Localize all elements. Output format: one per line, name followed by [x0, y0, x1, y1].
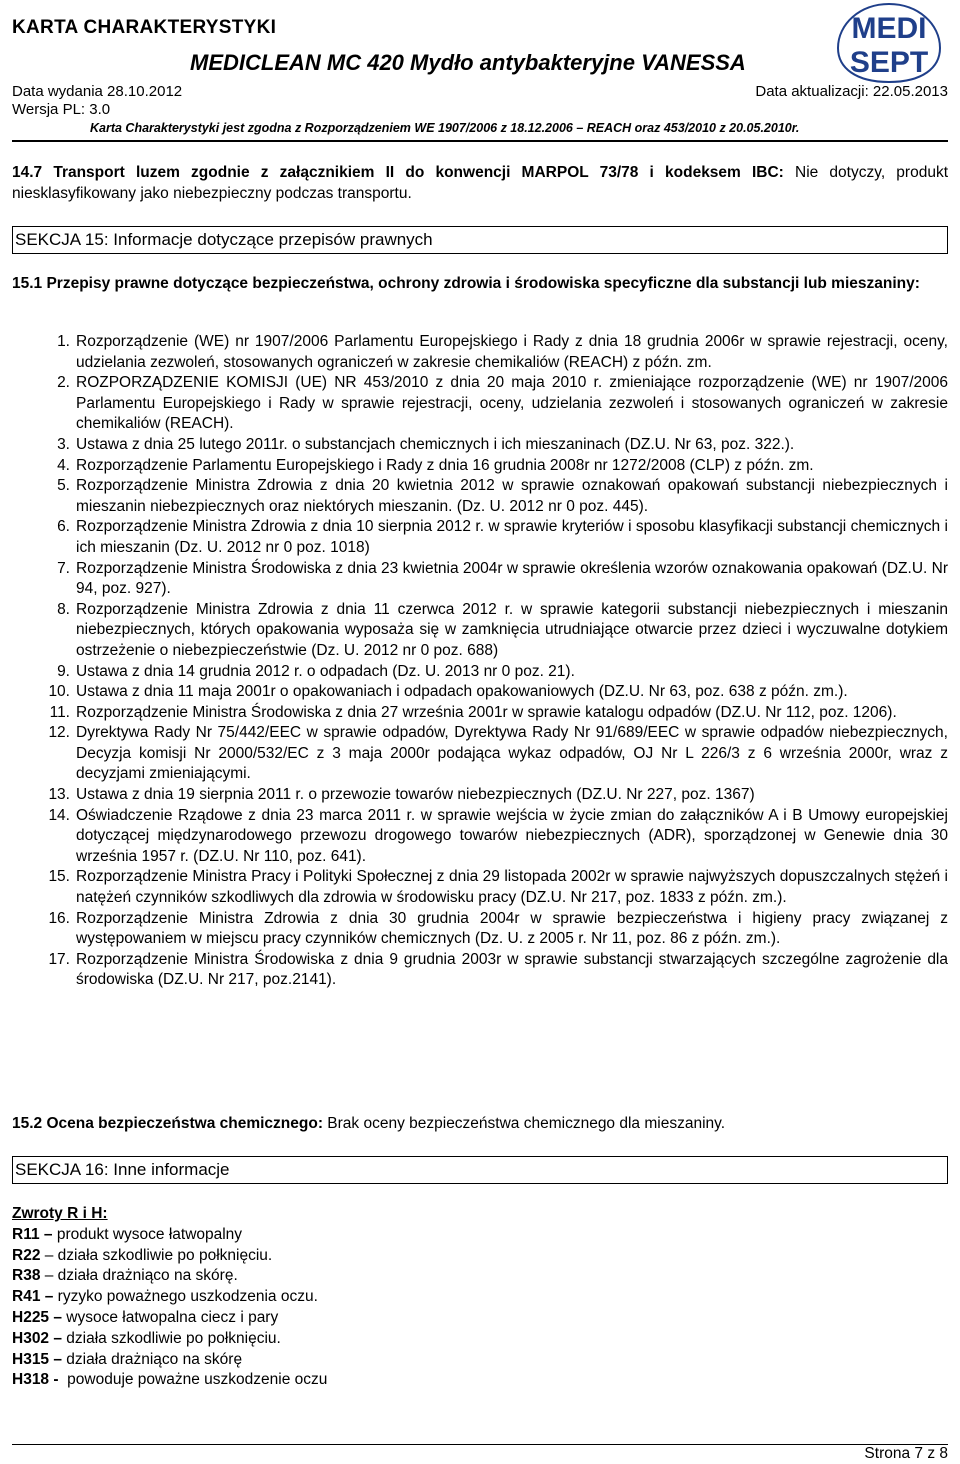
page-number: Strona 7 z 8: [864, 1445, 948, 1462]
regulation-text: Rozporządzenie Ministra Zdrowia z dnia 10 sierpnia 2012 r. w sprawie kryteriów i sposobu klasyfikacji substancji chemicznych i ich mieszanin (Dz. U. 2012 nr 0 poz. 1018): [76, 518, 948, 556]
header-divider: [12, 140, 948, 142]
version: Wersja PL: 3.0: [12, 101, 111, 118]
regulation-item: [12, 950, 948, 991]
product-name: MEDICLEAN MC 420 Mydło antybakteryjne VANESSA: [190, 50, 746, 75]
phrase-code: H225 –: [12, 1308, 62, 1326]
regulation-text: Rozporządzenie Ministra Środowiska z dnia 23 kwietnia 2004r w sprawie określenia wzorów oznakowania opakowań (DZ.U. Nr 94, poz. 927).: [76, 559, 948, 598]
logo-text-sept: SEPT: [849, 46, 929, 79]
regulation-number: 3.: [57, 435, 70, 453]
regulation-item: [12, 600, 948, 662]
phrase-text: ryzyko poważnego uszkodzenia oczu.: [53, 1288, 318, 1306]
section-15-1-heading: 15.1 Przepisy prawne dotyczące bezpieczeństwa, ochrony zdrowia i środowiska specyficzne dla substancji lub mieszaniny:: [12, 275, 920, 292]
logo-text-medi: MEDI: [851, 12, 927, 45]
regulation-text: Rozporządzenie Ministra Zdrowia z dnia 20 kwietnia 2012 w sprawie oznakowań opakowań substancji niebezpiecznych i mieszanin niebezpiecznych oraz niektórych mieszanin. (Dz. U. 2012 nr 0 poz. 445).: [76, 477, 948, 515]
phrase-code: H302 –: [12, 1329, 62, 1347]
phrase-item: [12, 1308, 327, 1329]
update-date: Data aktualizacji: 22.05.2013: [755, 83, 948, 100]
regulation-item: [12, 867, 948, 908]
phrase-text: wysoce łatwopalna ciecz i pary: [61, 1308, 279, 1326]
phrase-item: [12, 1287, 327, 1308]
regulation-text: Oświadczenie Rządowe z dnia 23 marca 2011 r. w sprawie wejścia w życie zmian do załączników A i B Umowy europejskiej dotyczącej międzynarodowego przewozu drogowego towarów niebezpiecznych (ADR), sporządzonej w Genewie dnia 30 września 1957 r. (DZ.U. Nr 110, poz. 641).: [76, 806, 948, 865]
regulations-list: [12, 332, 948, 991]
section-15-2: [12, 1114, 948, 1135]
phrase-item: [12, 1329, 327, 1350]
regulation-item: [12, 806, 948, 868]
regulation-number: 10.: [48, 683, 70, 701]
regulation-number: 16.: [48, 909, 70, 927]
regulation-item: [12, 662, 948, 683]
section-14-7-heading: 14.7 Transport luzem zgodnie z załącznikiem II do konwencji MARPOL 73/78 i kodeksem IBC:: [12, 164, 784, 181]
regulation-item: [12, 456, 948, 477]
regulation-number: 8.: [57, 600, 70, 618]
regulation-text: Rozporządzenie (WE) nr 1907/2006 Parlamentu Europejskiego i Rady z dnia 18 grudnia 2006r w sprawie rejestracji, oceny, udzielania zezwoleń, stosowanych ograniczeń w zakresie chemikaliów (REACH) z późn. zm.: [76, 333, 948, 371]
regulation-number: 2.: [57, 374, 70, 392]
regulation-number: 13.: [48, 786, 70, 804]
phrases-title: Zwroty R i H:: [12, 1205, 108, 1222]
medisept-logo: [830, 2, 948, 84]
phrase-item: [12, 1225, 327, 1246]
regulation-item: [12, 703, 948, 724]
regulation-item: [12, 435, 948, 456]
regulation-text: Rozporządzenie Ministra Środowiska z dnia 27 września 2001r w sprawie katalogu odpadów (DZ.U. Nr 112, poz. 1206).: [76, 703, 897, 721]
regulation-number: 1.: [57, 333, 70, 350]
regulation-item: [12, 723, 948, 785]
phrase-item: [12, 1246, 327, 1267]
compliance-note: Karta Charakterystyki jest zgodna z Rozporządzeniem WE 1907/2006 z 18.12.2006 – REACH oraz 453/2010 z 20.05.2010r.: [90, 121, 800, 135]
phrase-code: H318 -: [12, 1371, 59, 1389]
regulation-number: 4.: [57, 456, 70, 474]
phrase-code: R38: [12, 1267, 41, 1285]
regulation-text: Ustawa z dnia 11 maja 2001r o opakowaniach i odpadach opakowaniowych (DZ.U. Nr 63, poz. 638 z późn. zm.).: [76, 683, 848, 701]
regulation-item: [12, 682, 948, 703]
regulation-number: 15.: [48, 868, 70, 886]
regulation-text: Rozporządzenie Ministra Środowiska z dnia 9 grudnia 2003r w sprawie substancji stwarzających szczególne zagrożenie dla środowiska (DZ.U. Nr 217, poz.2141).: [76, 950, 948, 989]
regulation-number: 11.: [49, 703, 70, 721]
issue-date: Data wydania 28.10.2012: [12, 83, 183, 100]
section-14-7-text: Nie dotyczy, produkt niesklasyfikowany jako niebezpieczny podczas transportu.: [12, 164, 948, 202]
regulation-text: Ustawa z dnia 19 sierpnia 2011 r. o przewozie towarów niebezpiecznych (DZ.U. Nr 227, poz. 1367): [76, 786, 755, 804]
phrase-item: [12, 1350, 327, 1371]
phrases-block: [12, 1204, 327, 1391]
phrase-text: powoduje poważne uszkodzenie oczu: [58, 1371, 328, 1389]
phrase-text: działa drażniąco na skórę: [61, 1350, 243, 1368]
regulation-text: Rozporządzenie Ministra Zdrowia z dnia 30 grudnia 2004r w sprawie bezpieczeństwa i higieny pracy związanej z występowaniem w miejscu pracy czynników chemicznych (Dz. U. z 2005 r. Nr 11, poz. 86 z późn. zm.).: [76, 909, 948, 948]
phrase-code: H315 –: [12, 1350, 62, 1368]
regulation-text: Ustawa z dnia 25 lutego 2011r. o substancjach chemicznych i ich mieszaninach (DZ.U. Nr 63, poz. 322.).: [76, 435, 795, 453]
phrase-text: – działa szkodliwie po połknięciu.: [40, 1246, 273, 1264]
regulation-number: 9.: [57, 662, 70, 680]
regulation-number: 6.: [57, 518, 70, 536]
phrase-item: [12, 1370, 327, 1391]
document-title: KARTA CHARAKTERYSTYKI: [12, 17, 277, 38]
regulation-number: 7.: [57, 559, 70, 577]
regulation-item: [12, 373, 948, 435]
phrase-code: R41 –: [12, 1288, 54, 1306]
regulation-item: [12, 559, 948, 600]
phrases-list: [12, 1225, 327, 1391]
regulation-number: 14.: [48, 806, 70, 824]
section-15-2-text: Brak oceny bezpieczeństwa chemicznego dla mieszaniny.: [322, 1115, 726, 1132]
regulation-item: [12, 476, 948, 517]
phrase-item: [12, 1266, 327, 1287]
footer-divider: [12, 1444, 948, 1445]
section-15-title: SEKCJA 15: Informacje dotyczące przepisów prawnych: [12, 226, 948, 254]
regulation-text: Rozporządzenie Ministra Pracy i Polityki Społecznej z dnia 29 listopada 2002r w sprawie najwyższych dopuszczalnych stężeń i natężeń czynników szkodliwych dla zdrowia w środowisku pracy (DZ.U. Nr 217, poz. 1833 z późn. zm.).: [76, 868, 948, 907]
regulation-text: Dyrektywa Rady Nr 75/442/EEC w sprawie odpadów, Dyrektywa Rady Nr 91/689/EEC w sprawie odpadów niebezpiecznych, Decyzja komisji Nr 2000/532/EC z 3 maja 2000r podająca wykaz odpadów, OJ Nr L 226/3 z 6 września 2000r, wraz z decyzjami zmieniającymi.: [76, 724, 948, 783]
regulation-text: ROZPORZĄDZENIE KOMISJI (UE) NR 453/2010 z dnia 20 maja 2010 r. zmieniające rozporządzenie (WE) nr 1907/2006 Parlamentu Europejskiego i Rady w sprawie rejestracji, oceny, udzielania zezwoleń i stosowanych ograniczeń w zakresie chemikaliów (REACH).: [76, 374, 948, 433]
section-16-title: SEKCJA 16: Inne informacje: [12, 1156, 948, 1184]
regulation-text: Ustawa z dnia 14 grudnia 2012 r. o odpadach (Dz. U. 2013 nr 0 poz. 21).: [76, 662, 575, 680]
regulation-number: 12.: [48, 724, 70, 742]
regulation-text: Rozporządzenie Parlamentu Europejskiego i Rady z dnia 16 grudnia 2008r nr 1272/2008 (CLP) z późn. zm.: [76, 456, 814, 474]
regulation-item: [12, 517, 948, 558]
section-15-2-heading: 15.2 Ocena bezpieczeństwa chemicznego:: [12, 1115, 323, 1132]
phrase-text: działa szkodliwie po połknięciu.: [61, 1329, 281, 1347]
regulation-item: [12, 785, 948, 806]
phrase-text: produkt wysoce łatwopalny: [52, 1225, 243, 1243]
phrase-text: – działa drażniąco na skórę.: [40, 1267, 238, 1285]
phrase-code: R22: [12, 1246, 41, 1264]
regulation-item: [12, 332, 948, 373]
regulation-text: Rozporządzenie Ministra Zdrowia z dnia 11 czerwca 2012 r. w sprawie kategorii substancji niebezpiecznych i mieszanin niebezpiecznych, których opakowania wyposaża się w zamknięcia utrudniające otwarcie przez dzieci i wyczuwalne dotykiem ostrzeżenie o niebezpieczeństwie (Dz. U. 2012 nr 0 poz. 688): [76, 600, 948, 659]
regulation-number: 5.: [57, 477, 70, 495]
phrase-code: R11 –: [12, 1225, 53, 1243]
regulation-number: 17.: [48, 950, 70, 968]
section-14-7: [12, 163, 948, 204]
regulation-item: [12, 909, 948, 950]
